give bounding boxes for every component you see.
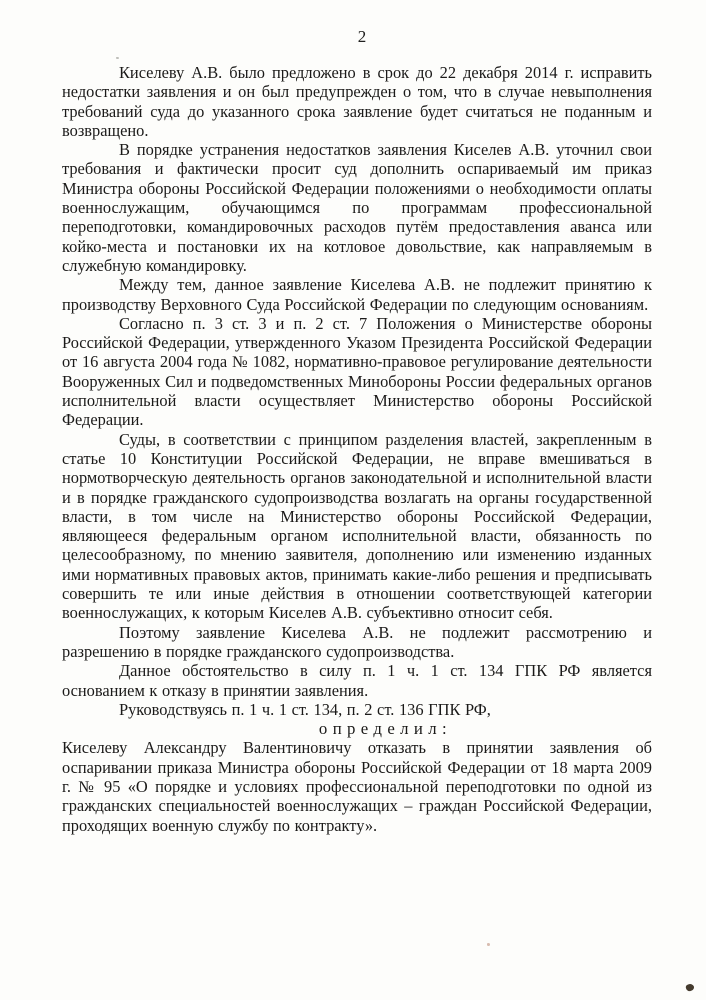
body-paragraph-separation-of-powers: Суды, в соответствии с принципом разделения властей, закрепленным в статье 10 Конституции Российской Федерации, не вправе вмешиваться в нормотворческую деятельность органов законодательной и исполнительной власти и в порядке гражданского судопроизводства возлагать на органы государственной власти, в том числе на Министерство обороны Российской Федерации, являющееся федеральным органом исполнительной власти, обязанность по целесообразному, по мнению заявителя, дополнению или изменению изданных ими нормативных правовых актов, принимать какие-либо решения и предписывать совершить те или иные действия в отношении соответствующей категории военнослужащих, к которым Киселев А.В. субъективно относит себя. [62, 429, 652, 623]
ink-speck [116, 57, 119, 59]
operative-paragraph: Киселеву Александру Валентиновичу отказать в принятии заявления об оспаривании приказа Министра обороны Российской Федерации от 18 марта 2009 г. № 95 «О порядке и условиях профессиональной переподготовки по одной из гражданских специальностей военнослужащих – граждан Российской Федерации, проходящих военную службу по контракту». [62, 738, 652, 835]
document-body [62, 63, 652, 835]
body-paragraph-guided-by: Руководствуясь п. 1 ч. 1 ст. 134, п. 2 ст. 136 ГПК РФ, [119, 699, 491, 719]
body-paragraph-ground-for-refusal: Данное обстоятельство в силу п. 1 ч. 1 ст. 134 ГПК РФ является основанием к отказу в принятии заявления. [62, 661, 652, 700]
body-paragraph-clarified-claims: В порядке устранения недостатков заявления Киселев А.В. уточнил свои требования и фактически просит суд дополнить оспариваемый им приказ Министра обороны Российской Федерации положениями о необходимости оплаты военнослужащим, обучающимся по программам профессиональной переподготовки, командировочных расходов путём предоставления аванса или койко-места и постановки их на котловое довольствие, как направляемым в служебную командировку. [62, 140, 652, 275]
body-paragraph-deadline-warning: Киселеву А.В. было предложено в срок до 22 декабря 2014 г. исправить недостатки заявления и он был предупрежден о том, что в случае невыполнения требований суда до указанного срока заявление будет считаться не поданным и возвращено. [62, 63, 652, 140]
ink-speck [685, 983, 695, 992]
body-paragraph-ministry-regulation: Согласно п. 3 ст. 3 и п. 2 ст. 7 Положения о Министерстве обороны Российской Федерации, утвержденного Указом Президента Российской Федерации от 16 августа 2004 года № 1082, нормативно-правовое регулирование деятельности Вооруженных Сил и подведомственных Минобороны России федеральных органов исполнительной власти осуществляет Министерство обороны Российской Федерации. [62, 313, 652, 430]
ruling-heading: определил: [318, 719, 453, 739]
ink-speck [487, 943, 490, 946]
body-paragraph-not-acceptable: Между тем, данное заявление Киселева А.В. не подлежит принятию к производству Верховного Суда Российской Федерации по следующим основаниям. [62, 275, 652, 314]
body-paragraph-not-subject-to-review: Поэтому заявление Киселева А.В. не подлежит рассмотрению и разрешению в порядке гражданского судопроизводства. [62, 622, 652, 661]
page-number: 2 [357, 27, 367, 46]
